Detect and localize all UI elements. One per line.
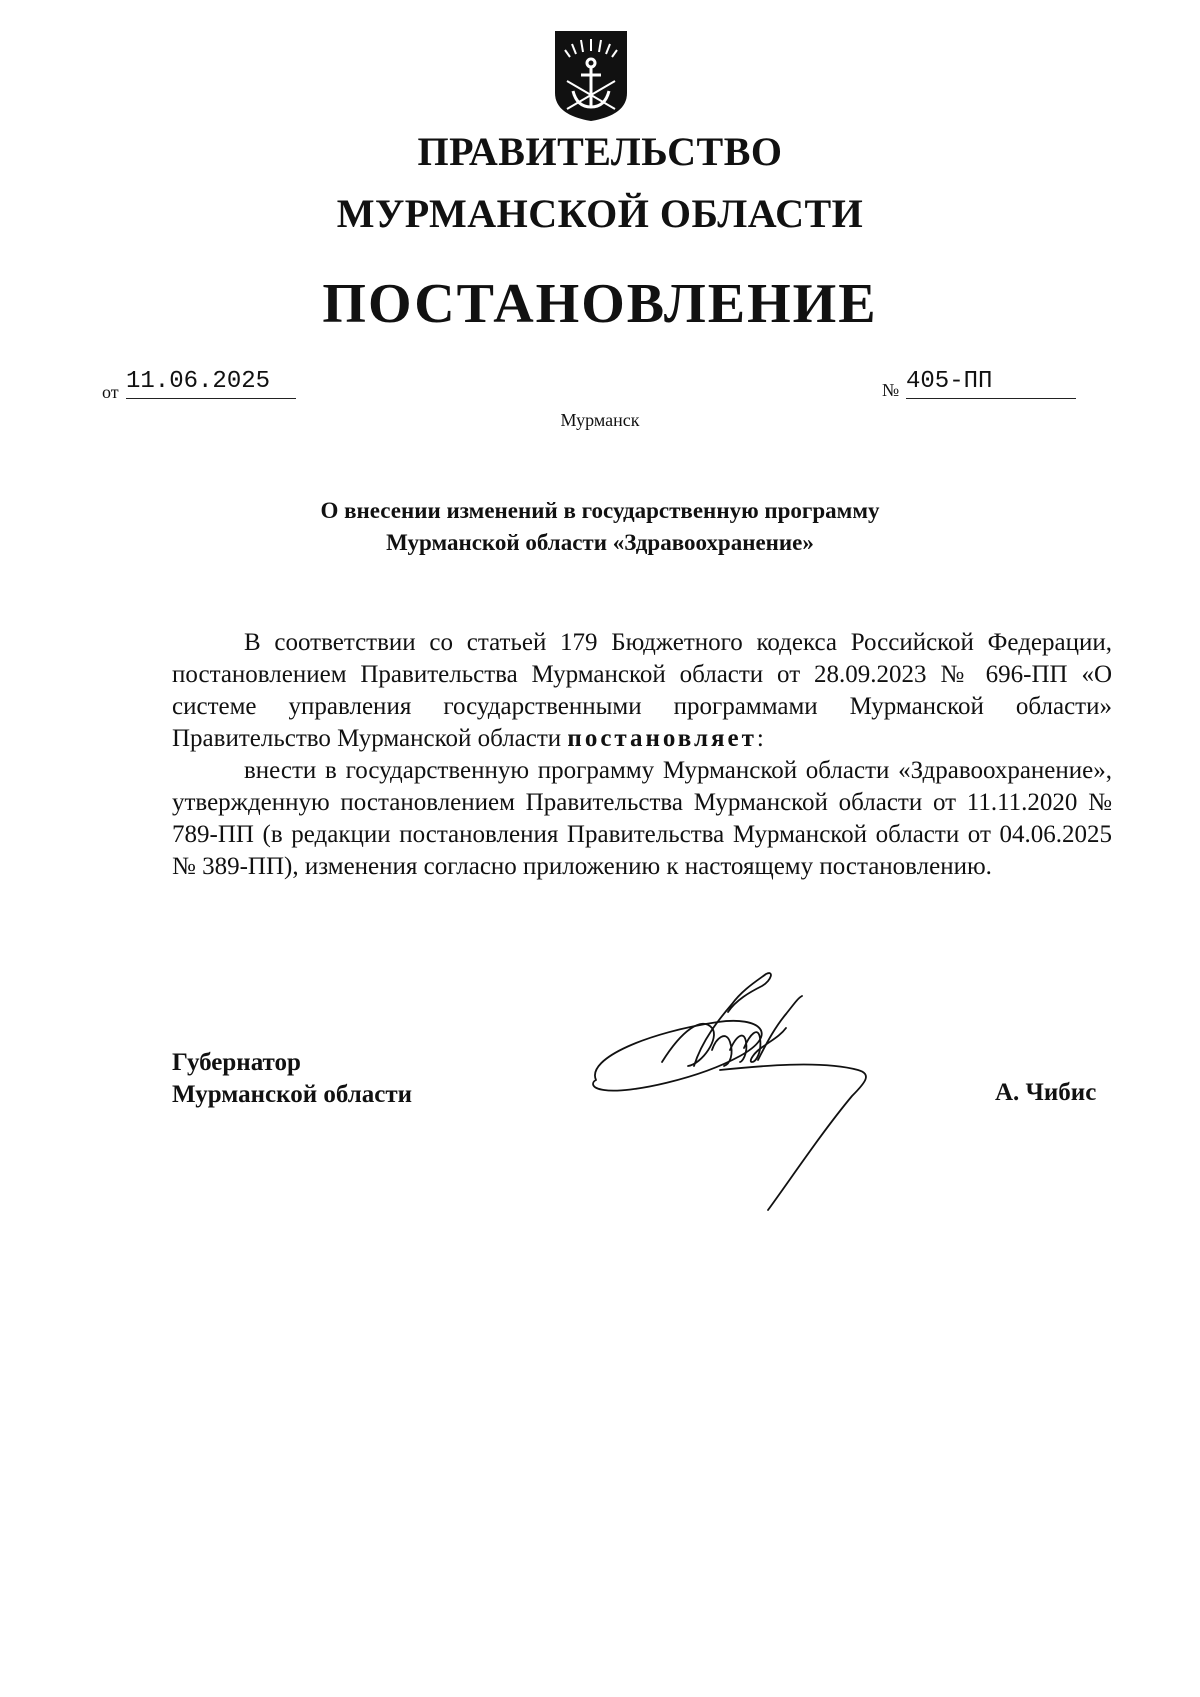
resolution-keyword: постановляет	[567, 725, 757, 752]
signatory-position	[172, 1047, 412, 1111]
paragraph-1-text: В соответствии со статьей 179 Бюджетного кодекса Российской Федерации, постановлением Правительства Мурманской области от 28.09.2023 № 696-ПП «О системе управления государственными программами Мурманской области» Правительство Мурманской области	[172, 629, 1112, 752]
handwritten-signature-icon	[590, 970, 950, 1240]
document-date: 11.06.2025	[126, 368, 296, 399]
number-label: №	[882, 380, 900, 400]
paragraph-1-end: :	[756, 725, 764, 752]
organization-name-line2: МУРМАНСКОЙ ОБЛАСТИ	[336, 191, 864, 236]
signatory-position-line1: Губернатор	[172, 1049, 301, 1076]
document-type: ПОСТАНОВЛЕНИЕ	[322, 273, 878, 335]
paragraph-1	[172, 627, 1112, 755]
organization-name-line1: ПРАВИТЕЛЬСТВО	[417, 129, 783, 174]
date-label: от	[102, 382, 119, 402]
document-title-line1: О внесении изменений в государственную программу	[320, 498, 880, 523]
coat-of-arms-icon	[553, 29, 629, 123]
document-title-line2: Мурманской области «Здравоохранение»	[386, 530, 814, 555]
signatory-name: А. Чибис	[995, 1079, 1097, 1106]
paragraph-2: внести в государственную программу Мурманской области «Здравоохранение», утвержденную постановлением Правительства Мурманской области от 11.11.2020 № 789-ПП (в редакции постановления Правительства Мурманской области от 04.06.2025 № 389-ПП), изменения согласно приложению к настоящему постановлению.	[172, 757, 1112, 880]
document-number: 405-ПП	[906, 368, 1076, 399]
city: Мурманск	[560, 410, 640, 430]
signatory-position-line2: Мурманской области	[172, 1081, 413, 1108]
document-body	[172, 627, 1112, 883]
